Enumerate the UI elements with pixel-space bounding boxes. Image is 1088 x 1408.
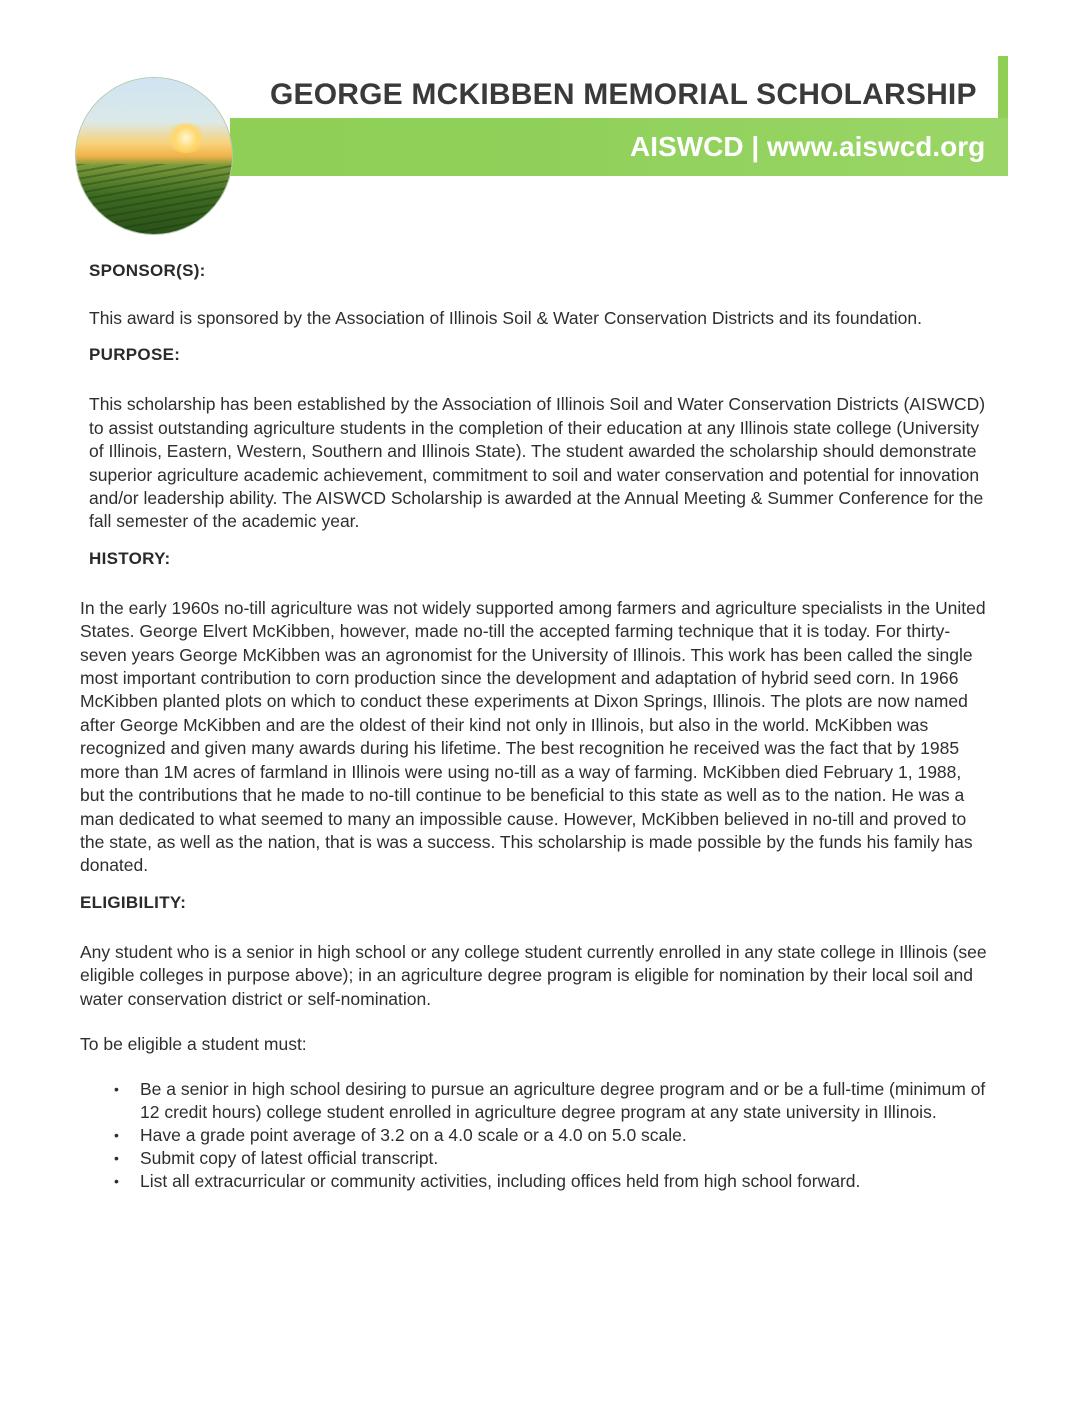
list-item-text: Be a senior in high school desiring to pursue an agriculture degree program and or be a full-time (minimum of 12 credit hours) college student enrolled in agriculture degree program at any state university in Illinois.: [140, 1079, 986, 1123]
list-item: [114, 1078, 990, 1124]
sponsor-heading: SPONSOR(S):: [89, 261, 206, 280]
sponsor-paragraph: This award is sponsored by the Association of Illinois Soil & Water Conservation Districts and its foundation.: [89, 308, 922, 328]
document-title: GEORGE MCKIBBEN MEMORIAL SCHOLARSHIP: [270, 78, 977, 111]
eligibility-list: [80, 1078, 990, 1193]
eligibility-intro: To be eligible a student must:: [80, 1033, 307, 1054]
eligibility-paragraph: Any student who is a senior in high school or any college student currently enrolled in any state college in Illinois (see eligible colleges in purpose above); in an agriculture degree program is eligible for nomination by their local soil and water conservation district or self-nomination.: [80, 941, 987, 1009]
eligibility-heading: ELIGIBILITY:: [80, 892, 187, 912]
purpose-heading: PURPOSE:: [89, 345, 181, 365]
sun-glow: [166, 123, 206, 153]
history-paragraph: In the early 1960s no-till agriculture was not widely supported among farmers and agriculture specialists in the United States. George Elvert McKibben, however, made no-till the accepted farming technique that it is today. For thirty-seven years George McKibben was an agronomist for the University of Illinois. This work has been called the single most important contribution to corn production since the development and adaptation of hybrid seed corn. In 1966 McKibben planted plots on which to conduct these experiments at Dixon Springs, Illinois. The plots are now named after George McKibben and are the oldest of their kind not only in Illinois, but also in the world. McKibben was recognized and given many awards during his lifetime. The best recognition he received was the fact that by 1985 more than 1M acres of farmland in Illinois were using no-till as a way of farming. McKibben died February 1, 1988, but the contributions that he made to no-till continue to be beneficial to this state as well as to the nation. He was a man dedicated to what seemed to many an impossible cause. However, McKibben believed in no-till and proved to the state, as well as the nation, that is was a success. This scholarship is made possible by the funds his family has donated.: [80, 597, 986, 876]
organization-website: AISWCD | www.aiswcd.org: [630, 131, 986, 162]
bullet-icon: •: [114, 1173, 119, 1190]
list-item: [114, 1170, 990, 1193]
crop-rows: [76, 164, 232, 234]
document-header: [0, 0, 1088, 240]
list-item-text: List all extracurricular or community activities, including offices held from high school forward.: [140, 1171, 861, 1192]
bullet-icon: •: [114, 1081, 119, 1098]
bullet-icon: •: [114, 1150, 119, 1167]
document-body: [80, 255, 990, 1193]
farm-field-sunrise-icon: [76, 78, 232, 234]
list-item: [114, 1147, 990, 1170]
history-heading: HISTORY:: [89, 548, 171, 568]
purpose-paragraph: This scholarship has been established by the Association of Illinois Soil and Water Conservation Districts (AISWCD) to assist outstanding agriculture students in the completion of their education at any Illinois state college (University of Illinois, Eastern, Western, Southern and Illinois State). The student awarded the scholarship should demonstrate superior agriculture academic achievement, commitment to soil and water conservation and potential for innovation and/or leadership ability. The AISWCD Scholarship is awarded at the Annual Meeting & Summer Conference for the fall semester of the academic year.: [89, 394, 986, 532]
list-item-text: Submit copy of latest official transcript.: [140, 1148, 439, 1169]
bullet-icon: •: [114, 1127, 119, 1144]
list-item: [114, 1124, 990, 1147]
list-item-text: Have a grade point average of 3.2 on a 4.0 scale or a 4.0 on 5.0 scale.: [140, 1125, 687, 1146]
